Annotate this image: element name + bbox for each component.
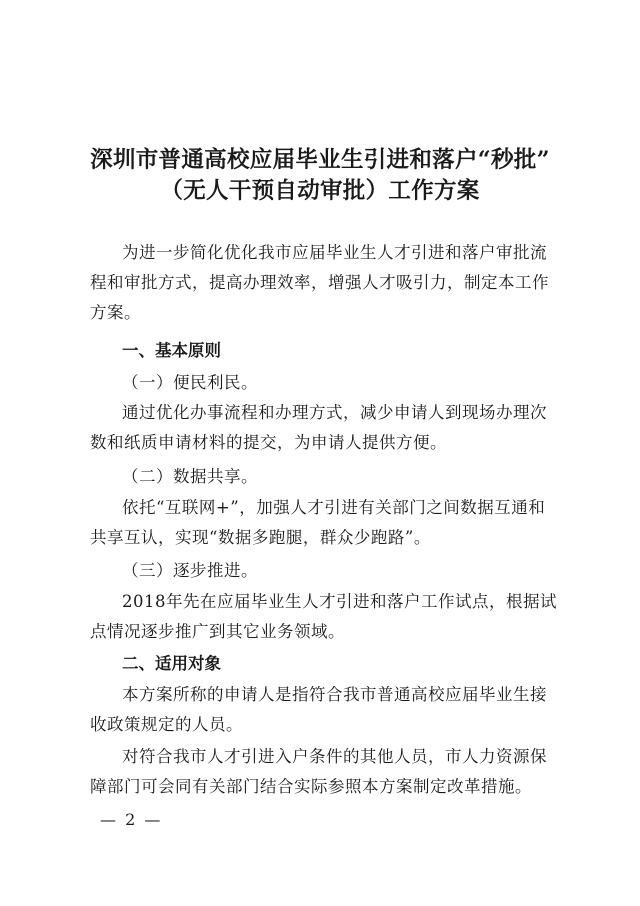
principle-2-text: 依托“互联网+”，加强人才引进有关部门之间数据互通和共享互认，实现“数据多跑腿，群众少跑路”。	[90, 498, 546, 547]
intro-paragraph: 为进一步简化优化我市应届毕业生人才引进和落户审批流程和审批方式，提高办理效率，增强人才吸引力，制定本工作方案。	[90, 243, 549, 322]
section-1-heading: 一、基本原则	[122, 341, 221, 360]
document-title-line-1: 深圳市普通高校应届毕业生引进和落户“秒批”	[90, 147, 550, 173]
section-2-heading: 二、适用对象	[122, 654, 221, 673]
page-number: — 2 —	[100, 810, 163, 829]
principle-3-heading: （三）逐步推进。	[122, 561, 258, 580]
principle-2-heading: （二）数据共享。	[122, 467, 258, 486]
principle-3-text: 2018年先在应届毕业生人才引进和落户工作试点，根据试点情况逐步推广到其它业务领域。	[90, 592, 557, 641]
section-2-paragraph-1: 本方案所称的申请人是指符合我市普通高校应届毕业生接收政策规定的人员。	[90, 685, 547, 734]
principle-1-text: 通过优化办事流程和办理方式，减少申请人到现场办理次数和纸质申请材料的提交，为申请人提供方便。	[90, 403, 547, 452]
principle-1-heading: （一）便民利民。	[122, 373, 258, 392]
document-title-line-2: （无人干预自动审批）工作方案	[160, 178, 480, 204]
section-2-paragraph-2: 对符合我市人才引进入户条件的其他人员，市人力资源保障部门可会同有关部门结合实际参照本方案制定改革措施。	[90, 747, 547, 796]
